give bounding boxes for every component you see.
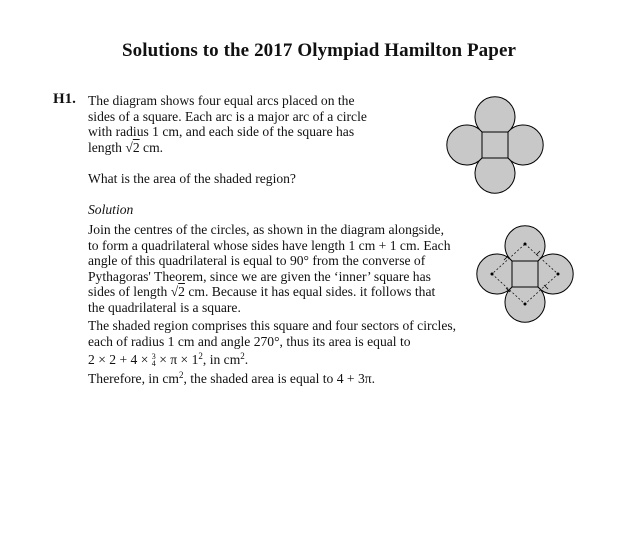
length-word: length (88, 139, 122, 155)
exponent: 2 (240, 351, 245, 362)
solution-line-3: angle of this quadrilateral is equal to 90° from the converse of (88, 253, 426, 269)
fraction-denominator: 4 (151, 359, 156, 369)
radicand: 2 (178, 284, 185, 300)
solution-line-8: each of radius 1 cm and angle 270°, thus its area is equal to (88, 333, 411, 349)
question-line-4: length √2 cm. (88, 139, 164, 155)
expr-part-3: , in cm (202, 352, 241, 368)
fraction (152, 353, 156, 367)
radicand: 2 (132, 139, 140, 155)
solution-line-4: Pythagoras' Theorem, since we are given the ‘inner’ square has (88, 268, 431, 284)
solution-text-2 (88, 318, 456, 386)
conclusion-part-1: Therefore, in cm (88, 370, 179, 386)
expr-end: . (244, 352, 249, 368)
solution-line-10 (88, 368, 456, 387)
solution-line-5: sides of length √2 cm. Because it has equal sides. it follows that (88, 284, 436, 300)
question-line-3: with radius 1 cm, and each side of the square has (88, 124, 355, 140)
conclusion-part-2: , the shaded area is equal to 4 + 3π. (183, 370, 376, 386)
question-diagram (440, 93, 550, 203)
solution-line-7: The shaded region comprises this square and four sectors of circles, (88, 318, 457, 333)
exponent: 2 (198, 351, 203, 362)
page-title: Solutions to the 2017 Olympiad Hamilton Paper (121, 40, 517, 61)
solution-heading: Solution (88, 202, 134, 217)
expr-part-2: × π × 1 (159, 352, 199, 368)
shaded-region (447, 97, 543, 193)
solution-line-9 (88, 349, 456, 368)
fraction-numerator: 3 (151, 352, 156, 362)
solution-line-2: to form a quadrilateral whose sides have length 1 cm + 1 cm. Each (88, 237, 451, 253)
solution-diagram (470, 222, 580, 332)
solution-text (88, 222, 451, 316)
question-number: H1. (53, 91, 76, 107)
solution-line-5-rest: cm. Because it has equal sides. it follows that (188, 284, 436, 300)
exponent: 2 (178, 369, 184, 380)
solution-line-6: the quadrilateral is a square. (88, 299, 241, 315)
question-line-2: sides of a square. Each arc is a major arc of a circle (88, 108, 367, 124)
sides-length-text: sides of length (88, 284, 168, 300)
expr-part-1: 2 × 2 + 4 × (88, 352, 149, 368)
question-ask: What is the area of the shaded region? (88, 171, 296, 186)
unit-cm: cm. (143, 139, 164, 155)
question-text (88, 93, 367, 155)
question-line-1: The diagram shows four equal arcs placed on the (88, 93, 355, 108)
solution-line-1: Join the centres of the circles, as shown in the diagram alongside, (88, 222, 444, 237)
